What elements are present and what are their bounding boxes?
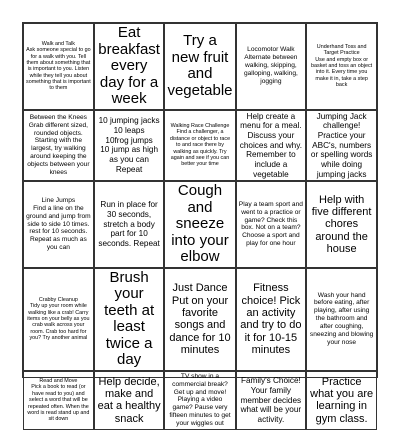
bingo-cell[interactable]: Run in place for 30 seconds, stretch a body part for 10 seconds. Repeat xyxy=(94,181,165,268)
bingo-cell[interactable]: Read and Move Pick a book to read (or have read to you) and select a word that will be repeated often. When the word is read stand up and sit down xyxy=(23,371,94,430)
bingo-cell[interactable]: Family's Choice! Your family member decides what will be your activity. xyxy=(236,371,307,430)
bingo-cell[interactable]: Cough and sneeze into your elbow xyxy=(164,181,235,268)
bingo-cell[interactable]: Locomotor Walk Alternate between walking, skipping, galloping, walking, jogging xyxy=(236,23,307,110)
bingo-cell[interactable]: Play a team sport and went to a practice or game? Check this box. Not on a team? Choose a sport and play for one hour xyxy=(236,181,307,268)
bingo-cell[interactable]: Brush your teeth at least twice a day xyxy=(94,268,165,371)
bingo-cell[interactable]: Eat breakfast every day for a week xyxy=(94,23,165,110)
bingo-cell[interactable]: Underhand Toss and Target Practice Use and empty box or basket and toss an object into it. Every time you make it in, take a step back xyxy=(306,23,377,110)
bingo-cell[interactable]: Help decide, make and eat a healthy snack xyxy=(94,371,165,430)
bingo-cell[interactable]: Practice what you are learning in gym class. xyxy=(306,371,377,430)
bingo-cell[interactable]: Wash your hand before eating, after playing, after using the bathroom and after coughing, sneezing and blowing your nose xyxy=(306,268,377,371)
bingo-cell[interactable]: Line Jumps Find a line on the ground and jump from side to side 10 times. rest for 10 seconds. Repeat as much as you can xyxy=(23,181,94,268)
bingo-cell[interactable]: Fitness choice! Pick an activity and try to do it for 10-15 minutes xyxy=(236,268,307,371)
bingo-cell[interactable]: Walking Race Challenge Find a challenger, a distance or object to race to and race there by walking as quickly. Try again and see if you can better your time xyxy=(164,110,235,182)
bingo-cell[interactable]: Between the Knees Grab different sized, rounded objects. Starting with the largest, try walking around keeping the objects between your knees xyxy=(23,110,94,182)
bingo-cell[interactable]: Jumping Jack challenge! Practice your ABC's, numbers or spelling words while doing jumping jacks xyxy=(306,110,377,182)
bingo-cell[interactable]: Help create a menu for a meal. Discuss your choices and why. Remember to include a vegetable xyxy=(236,110,307,182)
bingo-board xyxy=(22,22,378,428)
bingo-cell[interactable]: Crabby Cleanup Tidy up your room while walking like a crab! Carry items on your belly as you crab walk across your room. Crab too hard for you? Try another animal xyxy=(23,268,94,371)
bingo-cell[interactable]: Try a new fruit and vegetable xyxy=(164,23,235,110)
bingo-cell[interactable]: 10 jumping jacks 10 leaps 10frog jumps 10 jump as high as you can Repeat xyxy=(94,110,165,182)
bingo-cell[interactable]: Help with five different chores around the house xyxy=(306,181,377,268)
bingo-cell[interactable]: TV show in a commercial break? Get up and move! Playing a video game? Pause very fifteen minutes to get your wiggles out xyxy=(164,371,235,430)
bingo-cell[interactable]: Walk and Talk Ask someone special to go for a walk with you. Tell them about something that is important to you. Listen while they tell you about something that is important to them xyxy=(23,23,94,110)
bingo-cell[interactable]: Just Dance Put on your favorite songs and dance for 10 minutes xyxy=(164,268,235,371)
